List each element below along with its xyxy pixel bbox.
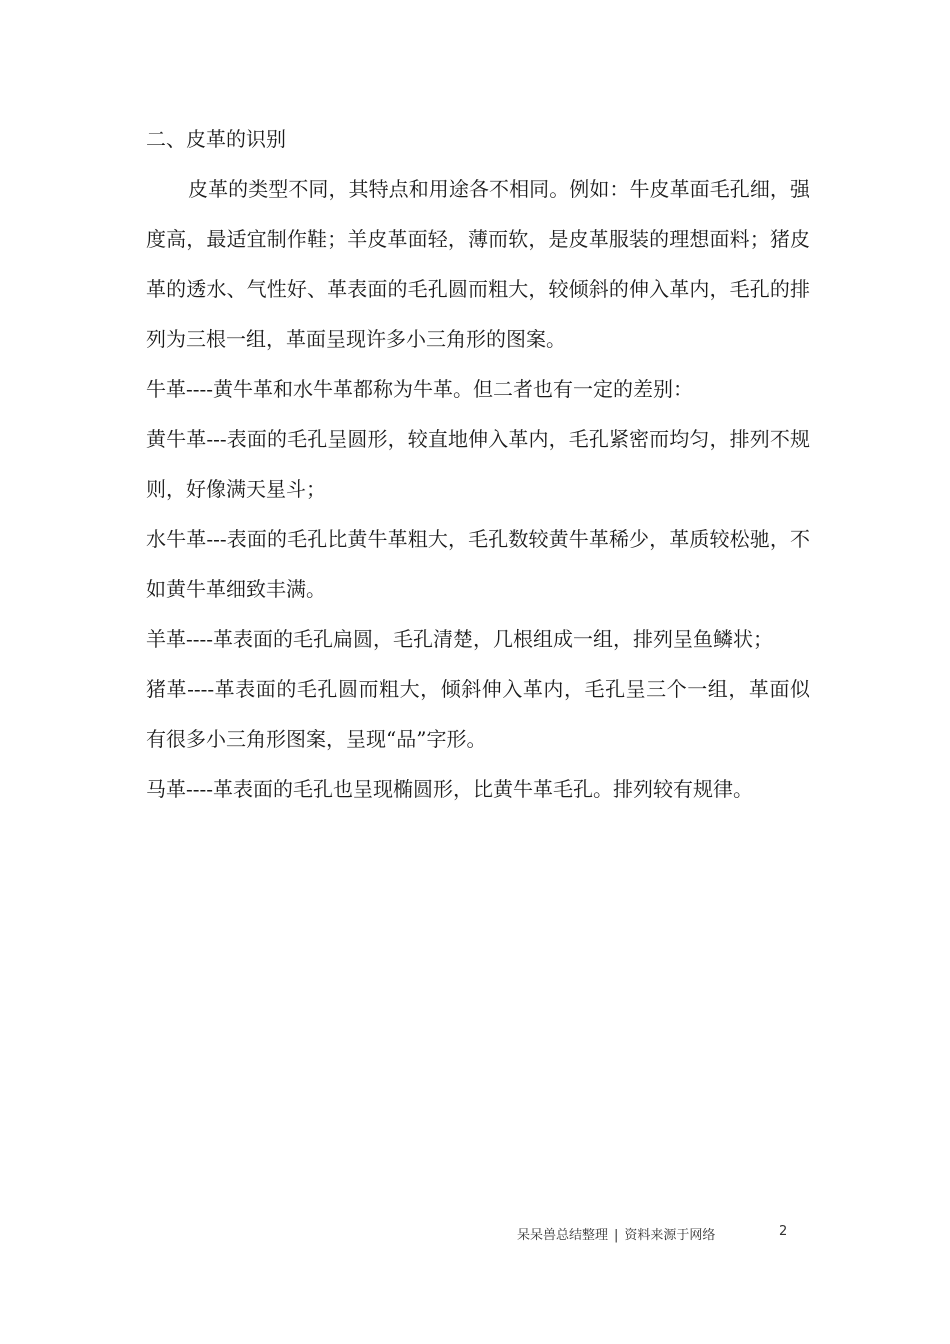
paragraph-horse: 马革----革表面的毛孔也呈现椭圆形，比黄牛革毛孔。排列较有规律。 xyxy=(146,777,754,801)
footer-source-text: 呆呆兽总结整理 xyxy=(517,1228,609,1243)
footer-separator: | xyxy=(614,1228,619,1243)
paragraph-buffalo: 水牛革---表面的毛孔比黄牛革粗大，毛孔数较黄牛革稀少，革质较松驰，不如黄牛革细致丰满。 xyxy=(146,527,810,601)
paragraph-cowhide: 牛革----黄牛革和水牛革都称为牛革。但二者也有一定的差别： xyxy=(146,377,694,401)
paragraph-sheep: 羊革----革表面的毛孔扁圆，毛孔清楚，几根组成一组，排列呈鱼鳞状； xyxy=(146,627,774,651)
page-footer xyxy=(0,1220,950,1246)
footer-note: 资料来源于网络 xyxy=(624,1228,716,1243)
page-content xyxy=(146,114,810,814)
paragraph-pig: 猪革----革表面的毛孔圆而粗大，倾斜伸入革内，毛孔呈三个一组，革面似有很多小三角形图案，呈现“品”字形。 xyxy=(146,677,810,751)
section-heading: 二、皮革的识别 xyxy=(146,127,286,151)
paragraph-yellow-cattle: 黄牛革---表面的毛孔呈圆形，较直地伸入革内，毛孔紧密而均匀，排列不规则，好像满天星斗； xyxy=(146,427,810,501)
page-number: 2 xyxy=(779,1224,788,1239)
footer-source xyxy=(517,1224,715,1243)
intro-paragraph: 皮革的类型不同，其特点和用途各不相同。例如：牛皮革面毛孔细，强度高，最适宜制作鞋；羊皮革面轻，薄而软，是皮革服装的理想面料；猪皮革的透水、气性好、革表面的毛孔圆而粗大，较倾斜的伸入革内，毛孔的排列为三根一组，革面呈现许多小三角形的图案。 xyxy=(146,177,810,351)
